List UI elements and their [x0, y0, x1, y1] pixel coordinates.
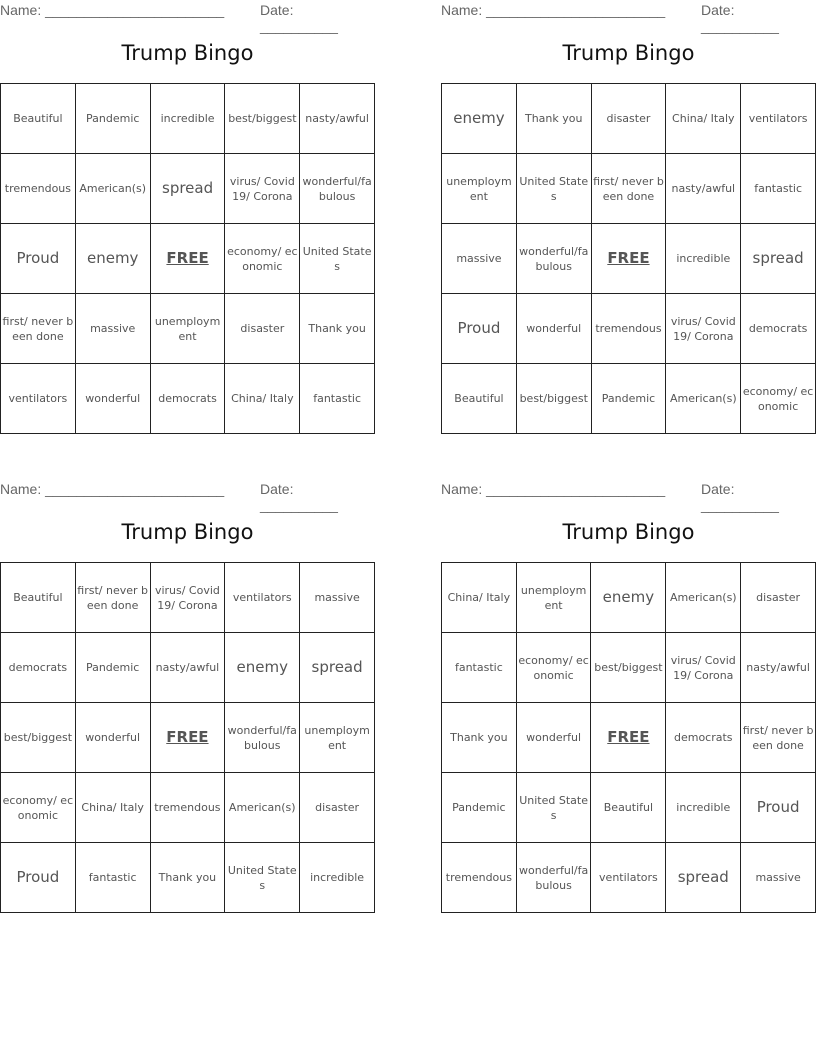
bingo-cell: first/ never been done: [741, 703, 816, 773]
date-field-label: Date: __________: [701, 481, 779, 513]
name-field-label: Name: _______________________: [0, 481, 225, 497]
bingo-card: [441, 479, 816, 892]
bingo-cell: wonderful/fabulous: [225, 703, 300, 773]
bingo-cell: Thank you: [150, 843, 225, 913]
bingo-cell: enemy: [442, 84, 517, 154]
bingo-row: [442, 563, 816, 633]
bingo-cell: Beautiful: [442, 364, 517, 434]
card-header: [0, 479, 375, 513]
bingo-cell: democrats: [666, 703, 741, 773]
card-title: Trump Bingo: [562, 520, 695, 544]
bingo-cell: Proud: [1, 843, 76, 913]
bingo-cell: enemy: [75, 224, 150, 294]
bingo-cell: nasty/awful: [150, 633, 225, 703]
bingo-cell: wonderful/fabulous: [516, 843, 591, 913]
bingo-row: [442, 294, 816, 364]
bingo-grid: [441, 562, 816, 913]
bingo-cell: wonderful: [516, 703, 591, 773]
bingo-cell: massive: [300, 563, 375, 633]
bingo-cell: unemployment: [516, 563, 591, 633]
bingo-cell: American(s): [666, 563, 741, 633]
bingo-cell: first/ never been done: [75, 563, 150, 633]
bingo-cell: China/ Italy: [225, 364, 300, 434]
bingo-cell: virus/ Covid19/ Corona: [666, 294, 741, 364]
bingo-cell: spread: [300, 633, 375, 703]
bingo-card: [441, 0, 816, 413]
bingo-cell: incredible: [666, 224, 741, 294]
bingo-cell: massive: [442, 224, 517, 294]
bingo-row: [1, 364, 375, 434]
free-space-cell: FREE: [150, 703, 225, 773]
bingo-grid: [0, 562, 375, 913]
bingo-cell: Thank you: [516, 84, 591, 154]
bingo-cell: fantastic: [75, 843, 150, 913]
bingo-cell: fantastic: [741, 154, 816, 224]
bingo-cell: China/ Italy: [75, 773, 150, 843]
bingo-cell: disaster: [225, 294, 300, 364]
bingo-cell: disaster: [741, 563, 816, 633]
bingo-cell: virus/ Covid19/ Corona: [666, 633, 741, 703]
name-field-label: Name: _______________________: [441, 481, 666, 497]
bingo-cell: United States: [300, 224, 375, 294]
bingo-cell: unemployment: [300, 703, 375, 773]
bingo-cell: spread: [666, 843, 741, 913]
bingo-cell: tremendous: [150, 773, 225, 843]
name-field-label: Name: _______________________: [441, 2, 666, 18]
bingo-cell: American(s): [75, 154, 150, 224]
bingo-row: [1, 154, 375, 224]
free-space-cell: FREE: [591, 224, 666, 294]
bingo-row: [1, 633, 375, 703]
bingo-row: [1, 843, 375, 913]
bingo-row: [442, 703, 816, 773]
bingo-cell: wonderful: [516, 294, 591, 364]
bingo-row: [442, 154, 816, 224]
bingo-row: [442, 84, 816, 154]
date-field-label: Date: __________: [260, 2, 338, 34]
bingo-cell: tremendous: [591, 294, 666, 364]
card-header: [441, 0, 816, 34]
bingo-cell: democrats: [150, 364, 225, 434]
bingo-cell: disaster: [300, 773, 375, 843]
bingo-row: [1, 294, 375, 364]
bingo-cell: Beautiful: [591, 773, 666, 843]
bingo-cell: democrats: [1, 633, 76, 703]
card-title: Trump Bingo: [121, 520, 254, 544]
bingo-cell: ventilators: [591, 843, 666, 913]
bingo-cell: ventilators: [1, 364, 76, 434]
bingo-cell: wonderful/fabulous: [516, 224, 591, 294]
bingo-cell: Beautiful: [1, 84, 76, 154]
bingo-cell: United States: [225, 843, 300, 913]
bingo-cell: Thank you: [442, 703, 517, 773]
bingo-cell: Pandemic: [591, 364, 666, 434]
bingo-cell: economy/ economic: [516, 633, 591, 703]
name-field-label: Name: _______________________: [0, 2, 225, 18]
bingo-card: [0, 0, 375, 405]
card-title: Trump Bingo: [562, 41, 695, 65]
bingo-row: [442, 633, 816, 703]
bingo-cell: spread: [150, 154, 225, 224]
bingo-cell: best/biggest: [225, 84, 300, 154]
bingo-row: [1, 563, 375, 633]
bingo-grid: [441, 83, 816, 434]
bingo-cell: nasty/awful: [666, 154, 741, 224]
bingo-row: [1, 224, 375, 294]
bingo-cell: China/ Italy: [666, 84, 741, 154]
bingo-cell: fantastic: [300, 364, 375, 434]
bingo-card: [0, 479, 375, 892]
bingo-cell: first/ never been done: [1, 294, 76, 364]
bingo-cell: United States: [516, 773, 591, 843]
bingo-cell: Pandemic: [75, 84, 150, 154]
bingo-row: [442, 224, 816, 294]
bingo-cell: incredible: [150, 84, 225, 154]
bingo-cell: wonderful: [75, 364, 150, 434]
bingo-cell: enemy: [225, 633, 300, 703]
bingo-cell: virus/ Covid19/ Corona: [225, 154, 300, 224]
bingo-cell: first/ never been done: [591, 154, 666, 224]
bingo-cell: massive: [75, 294, 150, 364]
bingo-cell: spread: [741, 224, 816, 294]
bingo-cell: Thank you: [300, 294, 375, 364]
date-field-label: Date: __________: [701, 2, 779, 34]
bingo-grid: [0, 83, 375, 434]
free-space-cell: FREE: [150, 224, 225, 294]
bingo-cell: China/ Italy: [442, 563, 517, 633]
bingo-cell: best/biggest: [516, 364, 591, 434]
free-space-cell: FREE: [591, 703, 666, 773]
bingo-cell: unemployment: [150, 294, 225, 364]
bingo-row: [1, 84, 375, 154]
bingo-cell: incredible: [666, 773, 741, 843]
bingo-row: [1, 703, 375, 773]
bingo-cell: wonderful/fabulous: [300, 154, 375, 224]
bingo-row: [442, 773, 816, 843]
bingo-cell: economy/ economic: [225, 224, 300, 294]
bingo-cell: Pandemic: [442, 773, 517, 843]
bingo-cell: ventilators: [225, 563, 300, 633]
bingo-cell: tremendous: [1, 154, 76, 224]
card-title: Trump Bingo: [121, 41, 254, 65]
bingo-cell: democrats: [741, 294, 816, 364]
bingo-cell: United States: [516, 154, 591, 224]
bingo-cell: best/biggest: [591, 633, 666, 703]
bingo-cell: incredible: [300, 843, 375, 913]
bingo-cell: fantastic: [442, 633, 517, 703]
card-header: [0, 0, 375, 34]
bingo-cell: nasty/awful: [300, 84, 375, 154]
bingo-cell: ventilators: [741, 84, 816, 154]
bingo-cell: Proud: [1, 224, 76, 294]
bingo-cell: best/biggest: [1, 703, 76, 773]
bingo-cell: nasty/awful: [741, 633, 816, 703]
bingo-cell: enemy: [591, 563, 666, 633]
bingo-cell: Beautiful: [1, 563, 76, 633]
card-header: [441, 479, 816, 513]
date-field-label: Date: __________: [260, 481, 338, 513]
bingo-cell: tremendous: [442, 843, 517, 913]
bingo-cell: economy/ economic: [741, 364, 816, 434]
bingo-cell: economy/ economic: [1, 773, 76, 843]
bingo-cell: Proud: [741, 773, 816, 843]
bingo-row: [442, 364, 816, 434]
bingo-cell: American(s): [225, 773, 300, 843]
bingo-cell: wonderful: [75, 703, 150, 773]
bingo-cell: disaster: [591, 84, 666, 154]
bingo-cell: unemployment: [442, 154, 517, 224]
bingo-cell: Pandemic: [75, 633, 150, 703]
bingo-cell: Proud: [442, 294, 517, 364]
bingo-row: [1, 773, 375, 843]
bingo-row: [442, 843, 816, 913]
bingo-cell: American(s): [666, 364, 741, 434]
bingo-cell: virus/ Covid19/ Corona: [150, 563, 225, 633]
bingo-cell: massive: [741, 843, 816, 913]
